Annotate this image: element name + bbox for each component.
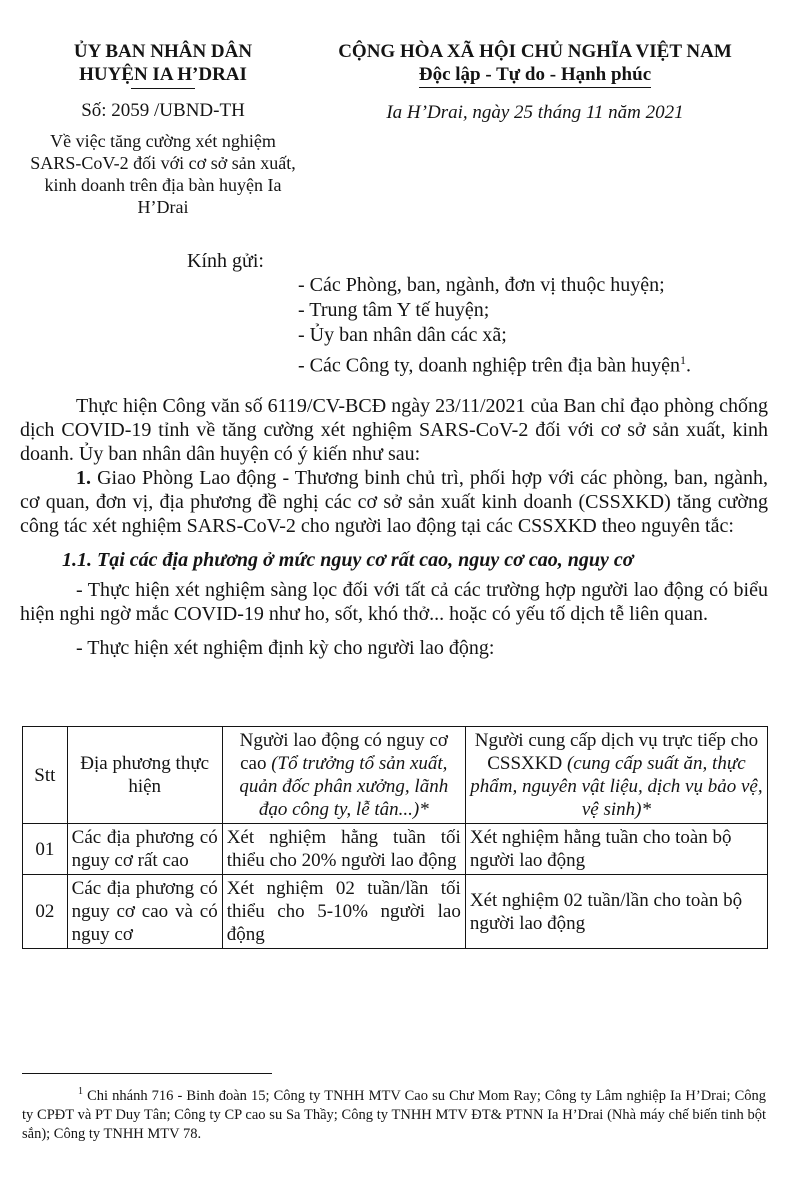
footnote-text: Chi nhánh 716 - Binh đoàn 15; Công ty TNHH MTV Cao su Chư Mom Ray; Công ty Lâm nghiệp Ia H’Drai; Công ty CPĐT và PT Duy Tân; Công ty CP cao su Sa Thầy; Công ty TNHH MTV ĐT& PTNN Ia H’Drai (Nhà máy chế biến tinh bột sắn); Công ty TNHH MTV 78. [22,1087,766,1142]
header-providers-examples: (cung cấp suất ăn, thực phẩm, nguyên vật liệu, dịch vụ bảo vệ, vệ sinh)* [470,753,763,820]
recipient-end-punct: . [685,354,691,377]
republic-title: CỘNG HÒA XÃ HỘI CHỦ NGHĨA VIỆT NAM [338,41,732,62]
header-stt: Stt [23,727,68,824]
place-and-date: Ia H’Drai, ngày 25 tháng 11 năm 2021 [386,102,684,123]
footnote [22,1082,766,1144]
footnote-reference[interactable]: 1 [679,353,686,367]
agency-name-line2: HUYỆN IA H’DRAI [79,64,247,85]
recipient-item [298,348,691,379]
header-service-providers [465,727,767,824]
cell-stt: 01 [23,824,68,875]
table-row [23,875,768,949]
footnote-mark: 1 [78,1086,83,1097]
cell-providers: Xét nghiệm 02 tuần/lần cho toàn bộ người lao động [465,875,767,949]
document-subject: Về việc tăng cường xét nghiệm SARS-CoV-2 đối với cơ sở sản xuất, kinh doanh trên địa bàn huyện Ia H’Drai [30,131,296,217]
cell-stt: 02 [23,875,68,949]
issuing-agency-block [18,40,308,218]
recipient-item: - Các Phòng, ban, ngành, đơn vị thuộc huyện; [298,274,665,296]
testing-schedule-table [22,726,768,949]
recipient-text: - Các Công ty, doanh nghiệp trên địa bàn huyện [298,354,680,377]
item-1-text: Giao Phòng Lao động - Thương binh chủ trì, phối hợp với các phòng, ban, ngành, cơ quan, đơn vị, địa phương đề nghị các cơ sở sản xuất kinh doanh (CSSXKD) tăng cường công tác xét nghiệm SARS-CoV-2 cho người lao động tại các CSSXKD theo nguyên tắc: [20,467,768,537]
intro-paragraph: Thực hiện Công văn số 6119/CV-BCĐ ngày 23/11/2021 của Ban chỉ đạo phòng chống dịch COVID-19 tỉnh về tăng cường xét nghiệm SARS-CoV-2 đối với cơ sở sản xuất, kinh doanh. Ủy ban nhân dân huyện có ý kiến như sau: [20,395,768,465]
cell-high-risk: Xét nghiệm 02 tuần/lần tối thiểu cho 5-10% người lao động [222,875,465,949]
header-location: Địa phương thực hiện [67,727,222,824]
national-title-block [300,40,770,124]
recipient-item: - Trung tâm Y tế huyện; [298,299,490,321]
agency-name-line1: ỦY BAN NHÂN DÂN [73,41,253,62]
header-providers-text: Người cung cấp dịch vụ trực tiếp cho CSSXKD [474,730,759,774]
header-high-risk-workers [222,727,465,824]
table-row [23,824,768,875]
recipient-item: - Ủy ban nhân dân các xã; [298,324,507,346]
bullet-screening: - Thực hiện xét nghiệm sàng lọc đối với tất cả các trường hợp người lao động có biểu hiện nghi ngờ mắc COVID-19 như ho, sốt, khó thở... hoặc có yếu tố dịch tễ liên quan. [20,579,768,625]
cell-high-risk: Xét nghiệm hằng tuần tối thiểu cho 20% người lao động [222,824,465,875]
cell-providers: Xét nghiệm hằng tuần cho toàn bộ người lao động [465,824,767,875]
cell-location: Các địa phương có nguy cơ rất cao [67,824,222,875]
document-body [20,394,768,660]
bullet-periodic: - Thực hiện xét nghiệm định kỳ cho người lao động: [76,637,495,659]
footnote-separator [22,1073,272,1074]
header-high-risk-text: Người lao động có nguy cơ cao [239,730,448,774]
recipients-list [298,273,691,379]
national-motto: Độc lập - Tự do - Hạnh phúc [419,63,651,88]
table-header-row [23,727,768,824]
header-high-risk-examples: (Tổ trưởng tổ sản xuất, quản đốc phân xưởng, lãnh đạo công ty, lễ tân...)* [239,753,449,820]
item-1-number: 1. [76,467,91,489]
cell-location: Các địa phương có nguy cơ cao và có nguy cơ [67,875,222,949]
item-1-paragraph [20,466,768,538]
document-number: Số: 2059 /UBND-TH [81,100,245,121]
section-1-1-heading: 1.1. Tại các địa phương ở mức nguy cơ rất cao, nguy cơ cao, nguy cơ [62,549,634,571]
recipients-label: Kính gửi: [187,250,264,272]
